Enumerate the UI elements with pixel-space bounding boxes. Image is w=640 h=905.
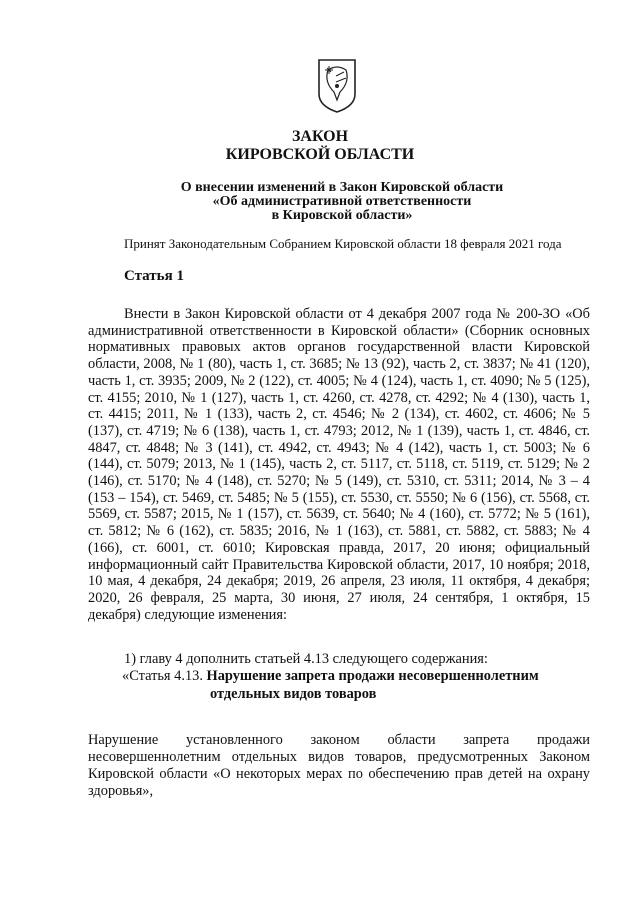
new-article-body xyxy=(88,718,590,814)
article-intro: Внести в Закон Кировской области от 4 декабря 2007 года № 200-ЗО «Об административной ответственности в Кировской области» (Сборник основных нормативных правовых актов органов государственной власти Кировской области, 2008, № 1 (80), часть 1, ст. 3685; № 13 (92), часть 2, ст. 3837; № 41 (120), часть 1, ст. 3935; 2009, № 2 (122), ст. 4005; № 4 (124), часть 1, ст. 4090; № 5 (125), ст. 4155; 2010, № 1 (127), часть 1, ст. 4260, ст. 4278, ст. 4292; № 4 (130), часть 1, ст. 4415; 2011, № 1 (133), часть 2, ст. 4546; № 2 (134), ст. 4602, ст. 4606; № 5 (137), ст. 4719; № 6 (138), часть 1, ст. 4793; 2012, № 1 (139), часть 1, ст. 4846, ст. 4847, ст. 4848; № 3 (141), ст. 4942, ст. 4943; № 4 (142), часть 1, ст. 5003; № 6 (144), ст. 5079; 2013, № 1 (145), часть 2, ст. 5117, ст. 5118, ст. 5119, ст. 5129; № 2 (146), ст. 5170; № 4 (148), ст. 5270; № 5 (149), ст. 5310, ст. 5311; 2014, № 3 – 4 (153 – 154), ст. 5469, ст. 5485; № 5 (155), ст. 5530, ст. 5550; № 6 (156), ст. 5568, ст. 5569, ст. 5587; 2015, № 1 (157), ст. 5639, ст. 5640; № 4 (160), ст. 5772; № 5 (161), ст. 5812; № 6 (162), ст. 5835; 2016, № 1 (163), ст. 5881, ст. 5882, ст. 5883; № 4 (166), ст. 6001, ст. 6010; Кировская правда, 2017, 20 июня; официальный информационный сайт Правительства Кировской области, 2017, 10 ноября; 2018, 10 мая, 4 декабря, 24 декабря; 2019, 26 апреля, 23 июля, 11 октября, 4 декабря; 2020, 26 февраля, 25 марта, 30 июня, 27 июля, 24 сентября, 1 октября, 15 декабря) следующие изменения: xyxy=(88,306,590,623)
subject-line-1: О внесении изменений в Закон Кировской области xyxy=(180,180,504,195)
new-article-title-line1: Нарушение запрета продажи несовершеннолетним xyxy=(206,668,539,684)
region-heading: КИРОВСКОЙ ОБЛАСТИ xyxy=(225,146,415,163)
new-article-text: Нарушение установленного законом области запрета продажи несовершеннолетним отдельных видов товаров, предусмотренных Законом Кировской области «О некоторых мерах по обеспечению прав детей на охрану здоровья», xyxy=(88,732,590,799)
article-title: Статья 1 xyxy=(124,268,184,284)
adoption-note: Принят Законодательным Собранием Кировской области 18 февраля 2021 года xyxy=(124,236,562,251)
new-article-heading xyxy=(122,668,539,685)
coat-of-arms-icon xyxy=(316,56,358,114)
subject-line-3: в Кировской области» xyxy=(271,208,413,223)
new-article-prefix: «Статья 4.13. xyxy=(122,668,207,684)
law-heading: ЗАКОН xyxy=(291,128,349,145)
subject-line-2: «Об административной ответственности xyxy=(212,194,472,209)
new-article-title-line2: отдельных видов товаров xyxy=(210,686,377,702)
article-body xyxy=(88,306,590,623)
item-1: 1) главу 4 дополнить статьей 4.13 следующего содержания: xyxy=(124,651,488,667)
